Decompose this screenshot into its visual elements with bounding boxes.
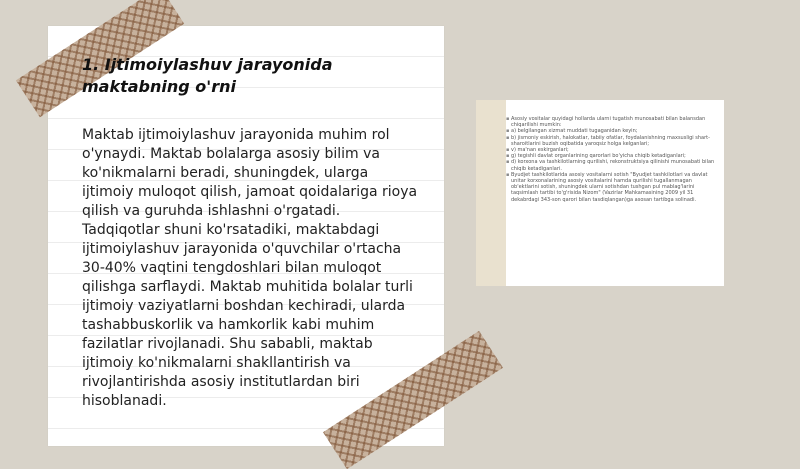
document-thumbnail: [476, 100, 724, 286]
thumbnail-bullet-item: ▪ b) jismoniy eskirish, halokatlar, tabiiy ofatlar, foydalanishning maxsusligi shart-sharoitlarini buzish oqibatida yaroqsiz holga kelganlari;: [506, 135, 718, 147]
slide-body-text: Maktab ijtimoiylashuv jarayonida muhim rol o'ynaydi. Maktab bolalarga asosiy bilim va ko'nikmalarni beradi, shuningdek, ularga ijtimoiy muloqot qilish, jamoat qoidalariga rioya qilish va guruhda ishlashni o'rgatadi. Tadqiqotlar shuni ko'rsatadiki, maktabdagi ijtimoiylashuv jarayonida o'quvchilar o'rtacha 30-40% vaqtini tengdoshlari bilan muloqot qilishga sarflaydi. Maktab muhitida bolalar turli ijtimoiy vaziyatlarni boshdan kechiradi, ularda tashabbuskorlik va hamkorlik kabi muhim fazilatlar rivojlanadi. Shu sababli, maktab ijtimoiy ko'nikmalarni shakllantirish va rivojlantirishda asosiy institutlardan biri hisoblanadi.: [82, 127, 418, 409]
thumbnail-bullet-list: [506, 116, 718, 203]
thumbnail-bullet-item: ▪ g) tegishli davlat organlarining qarorlari bo'yicha chiqib ketadiganlari;: [506, 153, 718, 159]
slide-title: 1. Ijtimoiylashuv jarayonida maktabning o'rni: [82, 55, 333, 96]
thumbnail-bullet-item: ▪ Asosiy vositalar quyidagi hollarda ularni tugatish munosabati bilan balansdan chiqarilishi mumkin:: [506, 116, 718, 128]
thumbnail-bullet-item: ▪ d) korxona va tashkilotlarning qurilishi, rekonstruktsiya qilinishi munosabati bilan chiqib ketadiganlari.: [506, 159, 718, 171]
thumbnail-side-strip: [476, 100, 506, 286]
thumbnail-bullet-item: ▪ Byudjet tashkilotlarida asosiy vositalarni sotish "Byudjet tashkilotlari va davlat unitar korxonalarining asosiy vositalarini hamda qurilishi tugallanmagan ob'ektlarini sotish, shuningdek ularni sotishdan tushgan pul mablag'larini taqsimlash tartibi to'g'risida Nizom" (Vazirlar Mahkamasining 2009 yil 31 dekabrdagi 343-son qarori bilan tasdiqlangan)ga asosan tartibga solinadi.: [506, 172, 718, 203]
thumbnail-bullet-item: ▪ v) ma'nan eskirganlari;: [506, 147, 718, 153]
thumbnail-bullet-item: ▪ a) belgilangan xizmat muddati tugaganidan keyin;: [506, 128, 718, 134]
